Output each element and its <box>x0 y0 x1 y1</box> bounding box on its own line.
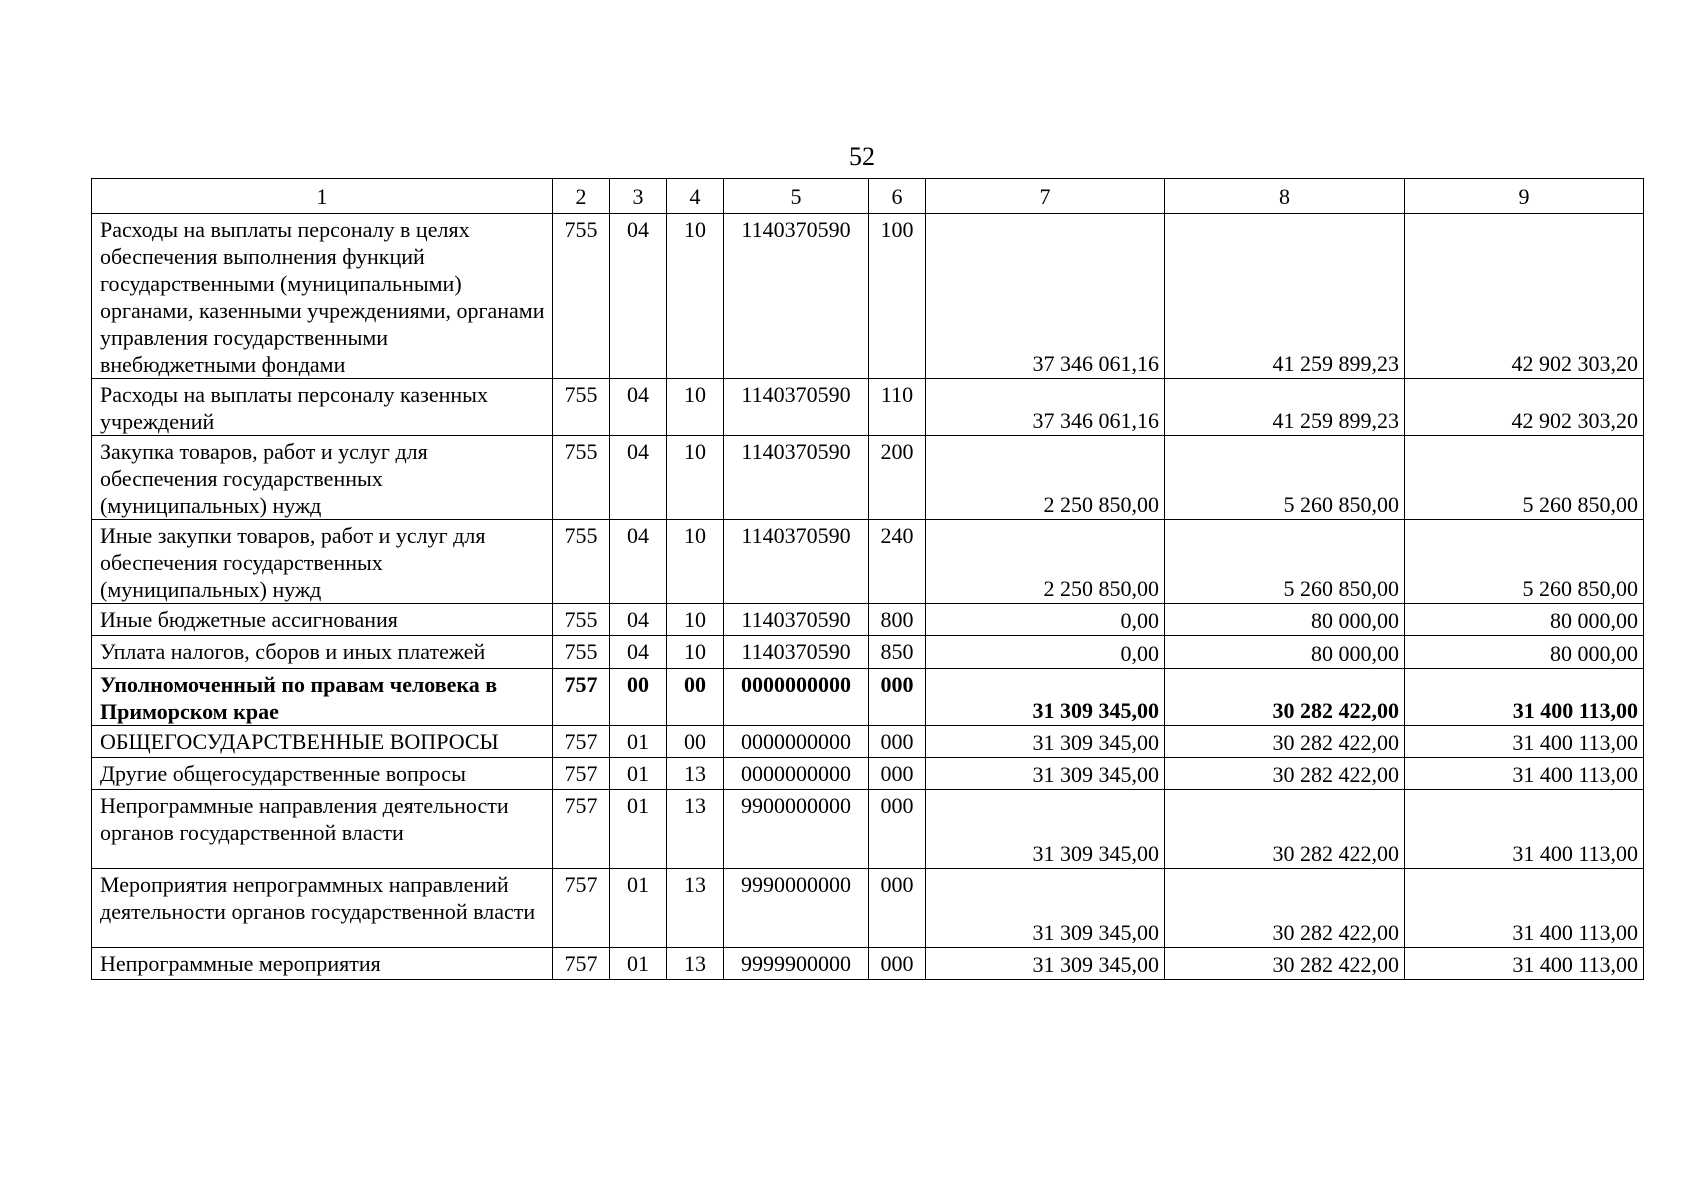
code-col6: 000 <box>869 790 926 869</box>
code-col3: 04 <box>610 520 667 604</box>
code-col2: 755 <box>553 604 610 636</box>
code-col2: 755 <box>553 436 610 520</box>
amount-col9: 80 000,00 <box>1405 604 1644 636</box>
code-col2: 757 <box>553 758 610 790</box>
row-name: Иные бюджетные ассигнования <box>92 604 553 636</box>
code-col5: 1140370590 <box>724 436 869 520</box>
amount-col7: 31 309 345,00 <box>926 669 1165 726</box>
code-col6: 000 <box>869 869 926 948</box>
code-col5: 9900000000 <box>724 790 869 869</box>
column-number: 9 <box>1405 179 1644 214</box>
code-col6: 000 <box>869 758 926 790</box>
amount-col7: 2 250 850,00 <box>926 436 1165 520</box>
column-number: 3 <box>610 179 667 214</box>
code-col6: 100 <box>869 214 926 379</box>
code-col2: 755 <box>553 636 610 669</box>
column-number: 4 <box>667 179 724 214</box>
code-col5: 9990000000 <box>724 869 869 948</box>
amount-col7: 31 309 345,00 <box>926 790 1165 869</box>
row-name: Закупка товаров, работ и услуг для обеспечения государственных (муниципальных) нужд <box>92 436 553 520</box>
table-row <box>92 790 1644 869</box>
amount-col9: 31 400 113,00 <box>1405 726 1644 758</box>
row-name: Уполномоченный по правам человека в Приморском крае <box>92 669 553 726</box>
code-col4: 13 <box>667 790 724 869</box>
amount-col7: 31 309 345,00 <box>926 869 1165 948</box>
row-name: Непрограммные мероприятия <box>92 948 553 980</box>
table-row <box>92 520 1644 604</box>
column-number-row <box>92 179 1644 214</box>
amount-col7: 2 250 850,00 <box>926 520 1165 604</box>
code-col4: 10 <box>667 436 724 520</box>
table-row <box>92 379 1644 436</box>
amount-col8: 5 260 850,00 <box>1165 520 1405 604</box>
amount-col9: 5 260 850,00 <box>1405 436 1644 520</box>
code-col3: 04 <box>610 214 667 379</box>
amount-col7: 37 346 061,16 <box>926 379 1165 436</box>
code-col2: 757 <box>553 869 610 948</box>
code-col6: 800 <box>869 604 926 636</box>
code-col4: 10 <box>667 379 724 436</box>
code-col5: 0000000000 <box>724 669 869 726</box>
code-col3: 01 <box>610 726 667 758</box>
code-col4: 10 <box>667 520 724 604</box>
code-col4: 10 <box>667 636 724 669</box>
table-row <box>92 758 1644 790</box>
page-number: 52 <box>849 142 875 171</box>
code-col5: 1140370590 <box>724 520 869 604</box>
column-number: 2 <box>553 179 610 214</box>
code-col4: 13 <box>667 869 724 948</box>
row-name: Мероприятия непрограммных направлений деятельности органов государственной власти <box>92 869 553 948</box>
code-col3: 04 <box>610 379 667 436</box>
table-row <box>92 669 1644 726</box>
amount-col8: 30 282 422,00 <box>1165 948 1405 980</box>
row-name: Расходы на выплаты персоналу казенных учреждений <box>92 379 553 436</box>
amount-col8: 41 259 899,23 <box>1165 214 1405 379</box>
amount-col8: 5 260 850,00 <box>1165 436 1405 520</box>
table-body <box>92 179 1644 980</box>
row-name: Другие общегосударственные вопросы <box>92 758 553 790</box>
column-number: 5 <box>724 179 869 214</box>
row-name: Иные закупки товаров, работ и услуг для обеспечения государственных (муниципальных) нужд <box>92 520 553 604</box>
code-col3: 01 <box>610 948 667 980</box>
row-name: ОБЩЕГОСУДАРСТВЕННЫЕ ВОПРОСЫ <box>92 726 553 758</box>
code-col3: 04 <box>610 636 667 669</box>
code-col4: 00 <box>667 726 724 758</box>
code-col3: 01 <box>610 790 667 869</box>
amount-col9: 80 000,00 <box>1405 636 1644 669</box>
amount-col8: 30 282 422,00 <box>1165 758 1405 790</box>
code-col5: 1140370590 <box>724 214 869 379</box>
code-col2: 757 <box>553 790 610 869</box>
amount-col9: 31 400 113,00 <box>1405 869 1644 948</box>
amount-col8: 30 282 422,00 <box>1165 869 1405 948</box>
amount-col8: 30 282 422,00 <box>1165 726 1405 758</box>
amount-col9: 42 902 303,20 <box>1405 379 1644 436</box>
amount-col9: 42 902 303,20 <box>1405 214 1644 379</box>
amount-col7: 0,00 <box>926 636 1165 669</box>
code-col6: 110 <box>869 379 926 436</box>
column-number: 8 <box>1165 179 1405 214</box>
amount-col7: 0,00 <box>926 604 1165 636</box>
code-col5: 9999900000 <box>724 948 869 980</box>
amount-col7: 31 309 345,00 <box>926 948 1165 980</box>
code-col5: 1140370590 <box>724 379 869 436</box>
code-col3: 04 <box>610 604 667 636</box>
table-row <box>92 869 1644 948</box>
column-number: 1 <box>92 179 553 214</box>
code-col6: 240 <box>869 520 926 604</box>
amount-col8: 80 000,00 <box>1165 604 1405 636</box>
row-name: Расходы на выплаты персоналу в целях обеспечения выполнения функций государственными (муниципальными) органами, казенными учреждениями, органами управления государственными внебюджетными фондами <box>92 214 553 379</box>
amount-col9: 31 400 113,00 <box>1405 669 1644 726</box>
code-col3: 04 <box>610 436 667 520</box>
amount-col9: 31 400 113,00 <box>1405 758 1644 790</box>
code-col2: 757 <box>553 669 610 726</box>
code-col6: 200 <box>869 436 926 520</box>
column-number: 7 <box>926 179 1165 214</box>
code-col4: 13 <box>667 758 724 790</box>
table-row <box>92 948 1644 980</box>
budget-table <box>91 178 1644 980</box>
amount-col9: 31 400 113,00 <box>1405 790 1644 869</box>
code-col3: 01 <box>610 869 667 948</box>
code-col4: 00 <box>667 669 724 726</box>
amount-col8: 41 259 899,23 <box>1165 379 1405 436</box>
amount-col8: 30 282 422,00 <box>1165 790 1405 869</box>
code-col2: 755 <box>553 379 610 436</box>
amount-col8: 80 000,00 <box>1165 636 1405 669</box>
row-name: Уплата налогов, сборов и иных платежей <box>92 636 553 669</box>
code-col3: 00 <box>610 669 667 726</box>
code-col3: 01 <box>610 758 667 790</box>
code-col5: 0000000000 <box>724 726 869 758</box>
code-col6: 000 <box>869 948 926 980</box>
code-col4: 13 <box>667 948 724 980</box>
table-row <box>92 214 1644 379</box>
column-number: 6 <box>869 179 926 214</box>
code-col2: 755 <box>553 520 610 604</box>
code-col6: 000 <box>869 669 926 726</box>
code-col4: 10 <box>667 214 724 379</box>
code-col2: 757 <box>553 726 610 758</box>
code-col5: 1140370590 <box>724 604 869 636</box>
code-col5: 1140370590 <box>724 636 869 669</box>
amount-col7: 31 309 345,00 <box>926 758 1165 790</box>
code-col4: 10 <box>667 604 724 636</box>
amount-col7: 37 346 061,16 <box>926 214 1165 379</box>
table-row <box>92 726 1644 758</box>
code-col2: 757 <box>553 948 610 980</box>
code-col5: 0000000000 <box>724 758 869 790</box>
table-row <box>92 636 1644 669</box>
amount-col9: 31 400 113,00 <box>1405 948 1644 980</box>
code-col2: 755 <box>553 214 610 379</box>
amount-col8: 30 282 422,00 <box>1165 669 1405 726</box>
code-col6: 850 <box>869 636 926 669</box>
table-row <box>92 604 1644 636</box>
amount-col7: 31 309 345,00 <box>926 726 1165 758</box>
amount-col9: 5 260 850,00 <box>1405 520 1644 604</box>
row-name: Непрограммные направления деятельности органов государственной власти <box>92 790 553 869</box>
code-col6: 000 <box>869 726 926 758</box>
table-row <box>92 436 1644 520</box>
